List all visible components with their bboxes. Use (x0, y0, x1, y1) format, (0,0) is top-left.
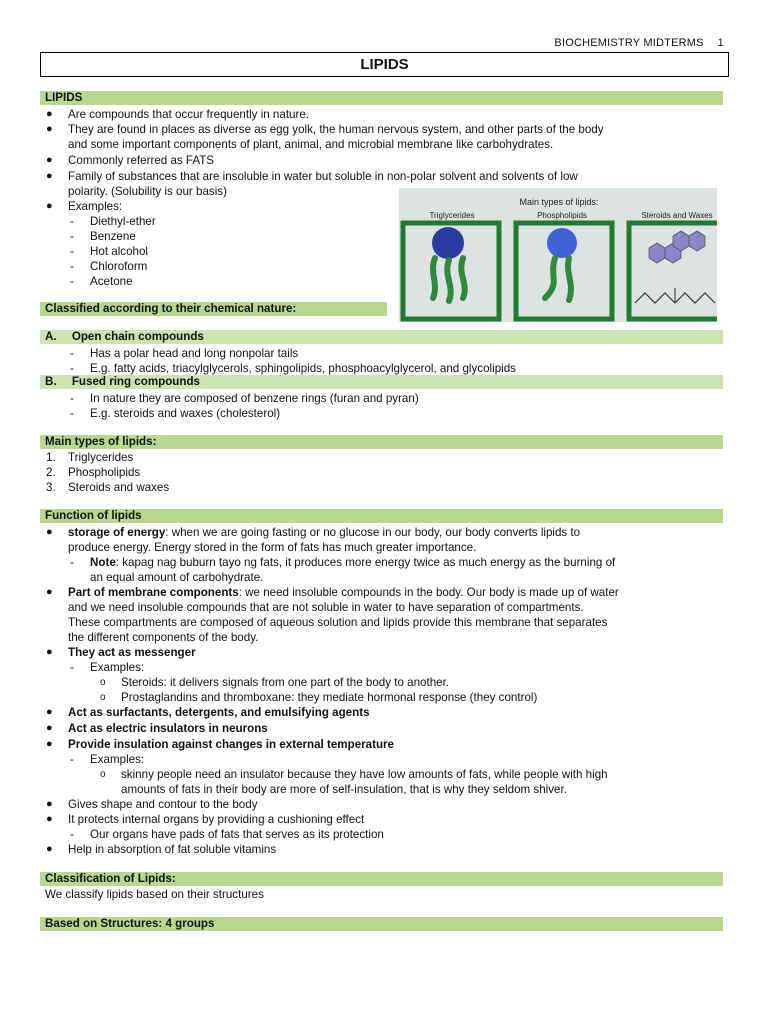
lipids-bullet-2-line-1: They are found in places as diverse as egg yolk, the human nervous system, and other parts of the body (68, 123, 604, 136)
example-item: Hot alcohol (90, 245, 149, 258)
messenger-example-1: Steroids: it delivers signals from one part of the body to another. (121, 676, 450, 689)
protects-detail: Our organs have pads of fats that serves as its protection (90, 828, 384, 841)
dash-icon: - (70, 230, 74, 243)
note-line-2: an equal amount of carbohydrate. (90, 571, 264, 584)
example-item: Diethyl-ether (90, 215, 156, 228)
bullet-icon: ● (46, 843, 53, 855)
header-doc-title: BIOCHEMISTRY MIDTERMS (554, 37, 704, 49)
section-heading-structures: Based on Structures: 4 groups (40, 917, 723, 931)
bullet-icon: ● (46, 646, 53, 658)
bullet-icon: ● (46, 798, 53, 810)
lipids-bullet-5: Examples: (68, 200, 123, 213)
bullet-icon: ● (46, 108, 53, 120)
section-heading-main-types: Main types of lipids: (40, 435, 723, 449)
dash-icon: - (70, 407, 74, 420)
function-storage-line-1 (68, 525, 723, 540)
dash-icon: - (70, 347, 74, 360)
section-heading-chemical-nature: Classified according to their chemical nature: (40, 302, 387, 316)
section-heading-function: Function of lipids (40, 509, 723, 523)
function-messenger: They act as messenger (68, 646, 196, 659)
insulation-examples-label: Examples: (90, 753, 145, 766)
function-membrane-text: : we need insoluble compounds in the body. Our body is made up of water (238, 586, 619, 599)
open-chain-label: Open chain compounds (71, 330, 204, 343)
dash-icon: - (70, 753, 74, 766)
bullet-icon: ● (46, 706, 53, 718)
fused-ring-item-2: E.g. steroids and waxes (cholesterol) (90, 407, 281, 420)
section-heading-lipids: LIPIDS (40, 91, 723, 105)
function-membrane-line-1 (68, 585, 723, 600)
circle-bullet-icon: o (100, 769, 106, 780)
function-protects: It protects internal organs by providing a cushioning effect (68, 813, 365, 826)
function-storage-label: storage of energy (68, 526, 166, 539)
function-storage-text: : when we are going fasting or no glucose in our body, our body converts lipids to (165, 526, 581, 539)
figure-title: Main types of lipids: (519, 197, 599, 207)
function-storage-line-2: produce energy. Energy stored in the form of fats has much greater importance. (68, 541, 477, 554)
fused-ring-label: Fused ring compounds (71, 375, 201, 388)
list-marker-b: B. (45, 375, 57, 388)
type-item: Triglycerides (68, 451, 134, 464)
circle-bullet-icon: o (100, 677, 106, 688)
function-insulators: Act as electric insulators in neurons (68, 722, 268, 735)
lipids-bullet-4-line-2: polarity. (Solubility is our basis) (68, 185, 227, 198)
example-item: Acetone (90, 275, 133, 288)
figure-label-steroids: Steroids and Waxes (641, 211, 713, 220)
open-chain-item-2: E.g. fatty acids, triacylglycerols, sphingolipids, phosphoacylglycerol, and glycolipids (90, 362, 516, 375)
function-membrane-line-2: and we need insoluble compounds that are not soluble in water to have separation of compartments. (68, 601, 584, 614)
lipid-types-figure (399, 188, 717, 322)
bullet-icon: ● (46, 200, 53, 212)
note-text: : kapag nag buburn tayo ng fats, it produces more energy twice as much energy as the burning of (115, 556, 616, 569)
messenger-example-2: Prostaglandins and thromboxane: they mediate hormonal response (they control) (121, 691, 538, 704)
bullet-icon: ● (46, 526, 53, 538)
lipid-types-illustration (399, 188, 717, 322)
messenger-examples-label: Examples: (90, 661, 145, 674)
example-item: Benzene (90, 230, 136, 243)
bullet-icon: ● (46, 586, 53, 598)
lipids-bullet-3: Commonly referred as FATS (68, 154, 215, 167)
numbered-marker: 1. (46, 451, 56, 464)
lipids-bullet-4-line-1: Family of substances that are insoluble in water but soluble in non-polar solvent and solvents of low (68, 170, 578, 183)
dash-icon: - (70, 215, 74, 228)
circle-bullet-icon: o (100, 692, 106, 703)
function-membrane-line-3: These compartments are composed of aqueous solution and lipids provide this membrane that separates (68, 616, 608, 629)
dash-icon: - (70, 661, 74, 674)
type-item: Phospholipids (68, 466, 141, 479)
dash-icon: - (70, 392, 74, 405)
function-surfactants: Act as surfactants, detergents, and emulsifying agents (68, 706, 370, 719)
function-insulation: Provide insulation against changes in external temperature (68, 738, 395, 751)
classification-text: We classify lipids based on their structures (45, 888, 264, 901)
figure-label-triglycerides: Triglycerides (429, 211, 475, 220)
list-marker-a: A. (45, 330, 57, 343)
fused-ring-item-1: In nature they are composed of benzene rings (furan and pyran) (90, 392, 419, 405)
dash-icon: - (70, 260, 74, 273)
function-absorption: Help in absorption of fat soluble vitamins (68, 843, 277, 856)
bullet-icon: ● (46, 154, 53, 166)
function-membrane-label: Part of membrane components (68, 586, 239, 599)
dash-icon: - (70, 828, 74, 841)
running-header (554, 36, 724, 51)
subheading-open-chain (40, 330, 723, 344)
insulation-example-line-2: amounts of fats in their body are more of self-insulation, that is why they seldom shiver. (121, 783, 567, 796)
dash-icon: - (70, 362, 74, 375)
function-membrane-line-4: the different components of the body. (68, 631, 259, 644)
subheading-fused-ring (40, 375, 723, 389)
page-number: 1 (717, 37, 724, 49)
note-label: Note (90, 556, 116, 569)
figure-label-phospholipids: Phospholipids (537, 211, 587, 220)
dash-icon: - (70, 556, 74, 569)
lipids-bullet-2-line-2: and some important components of plant, animal, and microbial membrane like carbohydrates. (68, 138, 554, 151)
insulation-example-line-1: skinny people need an insulator because they have low amounts of fats, while people with high (121, 768, 608, 781)
page-title: LIPIDS (40, 52, 729, 77)
bullet-icon: ● (46, 813, 53, 825)
dash-icon: - (70, 245, 74, 258)
dash-icon: - (70, 275, 74, 288)
bullet-icon: ● (46, 738, 53, 750)
bullet-icon: ● (46, 722, 53, 734)
type-item: Steroids and waxes (68, 481, 170, 494)
numbered-marker: 2. (46, 466, 56, 479)
function-shape: Gives shape and contour to the body (68, 798, 258, 811)
bullet-icon: ● (46, 123, 53, 135)
bullet-icon: ● (46, 170, 53, 182)
open-chain-item-1: Has a polar head and long nonpolar tails (90, 347, 299, 360)
section-heading-classification: Classification of Lipids: (40, 872, 723, 886)
note-line-1 (90, 555, 723, 570)
example-item: Chloroform (90, 260, 148, 273)
numbered-marker: 3. (46, 481, 56, 494)
lipids-bullet-1: Are compounds that occur frequently in nature. (68, 108, 310, 121)
